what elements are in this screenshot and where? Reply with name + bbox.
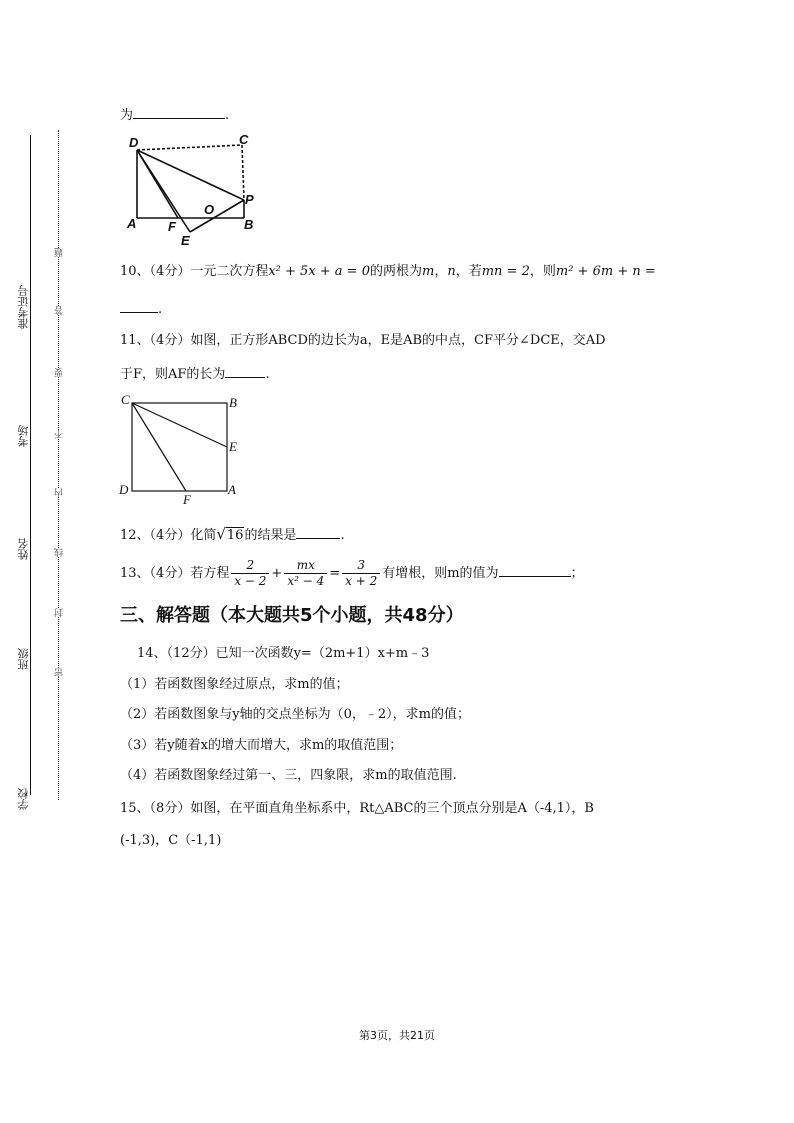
label-P: P [245,192,254,207]
answer-blank[interactable] [499,562,571,577]
seal-char: 线 [55,548,65,557]
question-14-stem: 14、（12分）已知一次函数y=（2m+1）x+m﹣3 [137,646,430,661]
question-11-line1: 11、（4分）如图，正方形ABCD的边长为a，E是AB的中点，CF平分∠DCE，交AD [120,333,606,348]
label-D: D [129,135,139,150]
answer-blank[interactable] [225,363,265,378]
question-14-part-2: （2）若函数图象与y轴的交点坐标为（0，﹣2），求m的值； [120,707,470,722]
label-B: B [244,217,254,232]
q10-answer-line: . [120,298,162,319]
figure-rectangle-dcpab [120,128,270,246]
label-A: A [228,482,236,497]
question-13: 13、（4分）若方程 $\frac{2}{x - 2}$ + $\frac{mx}{\text{x² − 4}}$ = $\frac{3}{x + 2}$ 有增根，则m的值为 ； [120,558,584,588]
seal-char: 要 [55,368,65,377]
question-15-line1: 15、（8分）如图，在平面直角坐标系中，Rt△ABC的三个顶点分别是A（-4,1），B [120,801,594,816]
binding-line-dotted [58,130,59,800]
page-footer: 第3页，共21页 [359,1029,435,1042]
label-F: F [183,492,191,507]
edge-cp-dashed [242,145,244,200]
fraction-1: $\frac{2}{x - 2}$ [231,558,269,589]
square [132,403,227,491]
label-C: C [239,132,249,147]
label-A: A [127,216,137,231]
seal-char: 不 [55,430,65,439]
label-F: F [168,219,176,234]
answer-blank[interactable] [120,298,158,313]
label-E: E [181,233,190,246]
fraction-3: $\frac{3}{x + 2}$ [342,558,380,589]
seal-char: 内 [55,488,65,497]
radicand: 16 [226,528,244,543]
label-school: 学校 [17,788,30,810]
figure-square-abcd [114,390,249,512]
binding-margin [0,0,80,1123]
seal-char: 题 [55,248,65,257]
label-C: C [121,392,130,407]
binding-line-solid [30,135,31,795]
answer-blank[interactable] [133,104,225,119]
segment-cf [132,403,186,491]
fraction-2: $\frac{mx}{\text{x² − 4}}$ [284,558,327,589]
question-14-part-4: （4）若函数图象经过第一、三，四象限，求m的取值范围. [120,768,457,783]
answer-blank[interactable] [296,524,340,539]
label-O: O [204,202,215,217]
question-14-part-3: （3）若y随着x的增大而增大，求m的取值范围； [120,738,403,753]
label-B: B [229,395,237,410]
edge-ep [190,200,244,232]
seal-char: 密 [55,668,65,677]
seal-char: 封 [55,608,65,617]
equation: x² + 5x + a = 0 [268,264,370,279]
q9-answer-line: 为 . [120,104,229,125]
edge-dc-dashed [137,145,242,150]
label-exam-number: 准考证号 [17,285,30,329]
question-10: 10、（4分）一元二次方程x² + 5x + a = 0的两根为m，n，若mn = 2，则m² + 6m + n = [120,264,656,279]
expression: m² + 6m + n = [555,264,656,279]
segment-ce [132,403,227,447]
question-14-part-1: （1）若函数图象经过原点，求m的值； [120,677,349,692]
label-E: E [229,439,237,454]
section-heading: 三、解答题（本大题共5个小题，共48分） [120,605,464,626]
label-exam-room: 考场 [17,425,30,447]
question-12: 12、（4分）化简√16的结果是 . [120,525,345,543]
seal-char: 答 [55,306,65,315]
sqrt-symbol: √ [216,525,226,543]
question-15-line2: (-1,3)，C（-1,1) [120,833,222,848]
label-name: 姓名 [17,538,30,560]
question-11-line2: 于F，则AF的长为 . [120,363,270,384]
label-class: 班级 [17,648,30,670]
label-D: D [119,482,129,497]
